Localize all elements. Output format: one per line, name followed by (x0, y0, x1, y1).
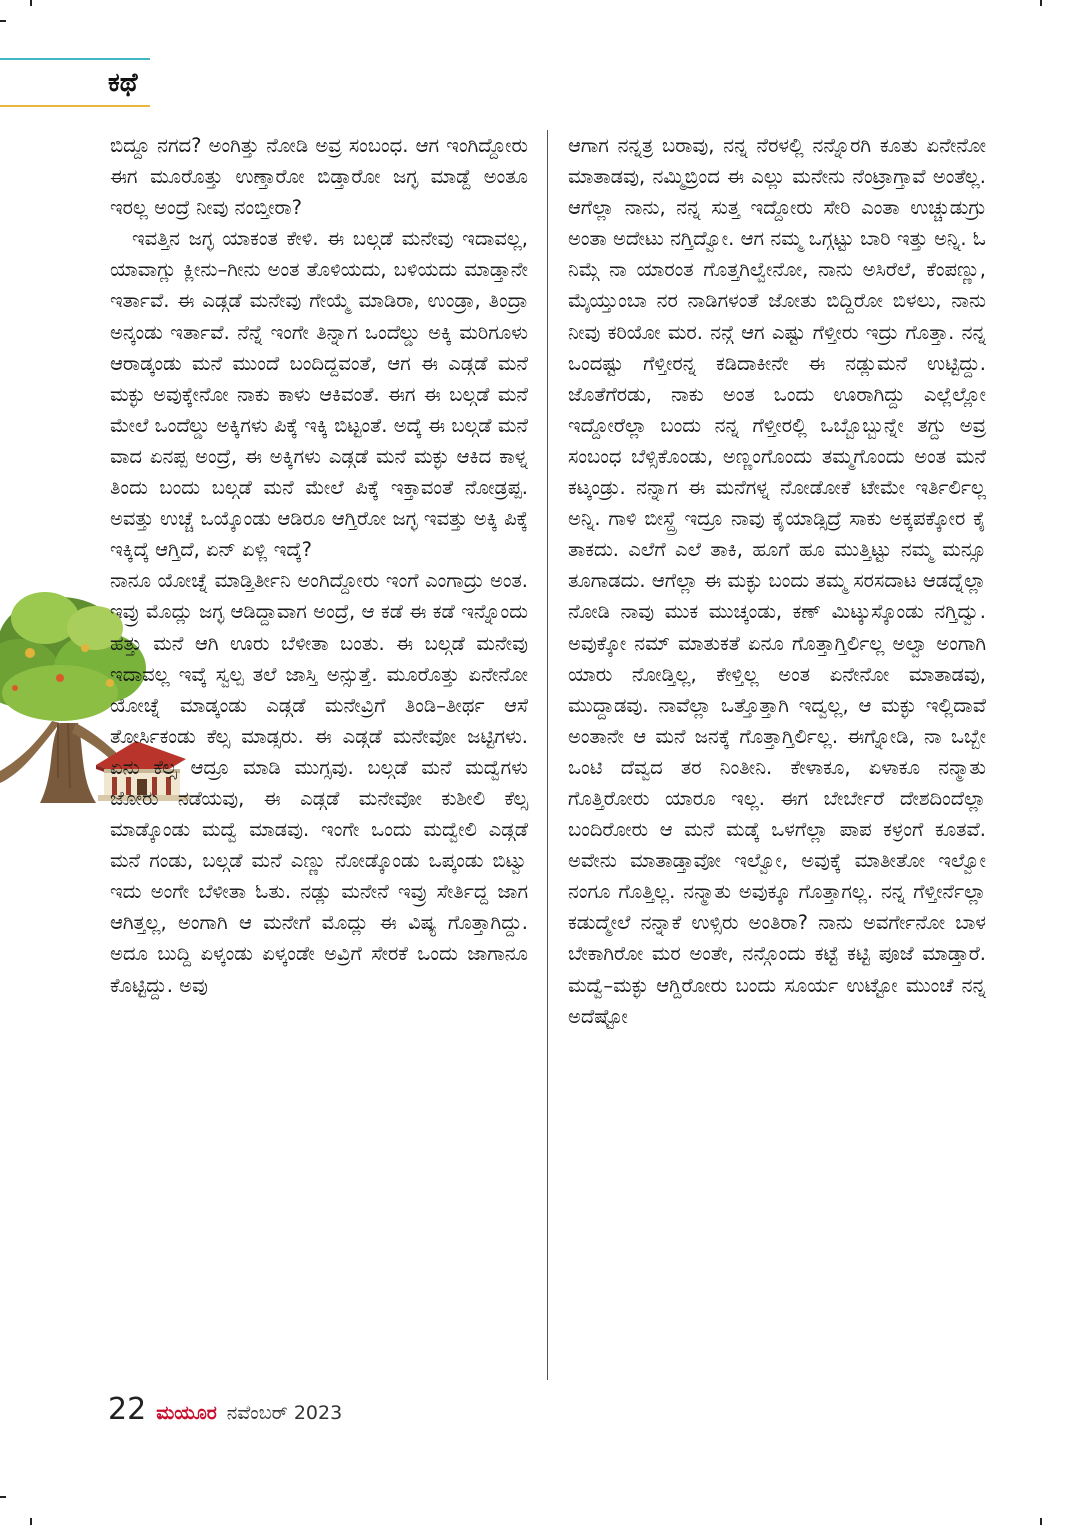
magazine-logo: ಮಯೂರ (156, 1402, 217, 1424)
left-column (110, 130, 528, 1001)
crop-mark (1040, 0, 1042, 6)
right-column (568, 130, 986, 1032)
issue-date: ನವೆಂಬರ್ 2023 (226, 1402, 343, 1424)
column-divider (547, 130, 548, 1380)
paragraph: ಬಿದ್ದೂ ನಗದ? ಅಂಗಿತ್ತು ನೋಡಿ ಅವ್ರ ಸಂಬಂಧ. ಆಗ ಇಂಗಿದ್ದೋರು ಈಗ ಮೂರೊತ್ತು ಉಣ್ತಾರೋ ಬಿಡ್ತಾರೋ ಜಗ್ಳ ಮಾಡ್ದೆ ಅಂತೂ ಇರಲ್ಲ ಅಂದ್ರೆ ನೀವು ನಂಬ್ತೀರಾ? (110, 134, 528, 220)
crop-mark (0, 20, 6, 22)
section-rule-bottom (0, 105, 150, 107)
page-footer (108, 1392, 342, 1432)
section-rule-top (0, 58, 150, 60)
banyan-tree-illustration (0, 573, 80, 813)
crop-mark (30, 1518, 32, 1525)
paragraph: ಆಗಾಗ ನನ್ನತ್ರ ಬರಾವು, ನನ್ನ ನೆರಳಲ್ಲಿ ನನ್ನೊರಗಿ ಕೂತು ಏನೇನೋ ಮಾತಾಡವು, ನಮ್ಮಿಬ್ರಿಂದ ಈ ಎಲ್ಲು ಮನೇನು ನೆಂಟ್ರಾಗ್ತಾವೆ ಅಂತೆಲ್ಲ. ಆಗೆಲ್ಲಾ ನಾನು, ನನ್ನ ಸುತ್ತ ಇದ್ದೋರು ಸೇರಿ ಎಂತಾ ಉಚ್ಚುಡುಗ್ರು ಅಂತಾ ಅದೇಟು ನಗ್ತಿದ್ವೋ. ಆಗ ನಮ್ಮ ಒಗ್ಗಟ್ಟು ಬಾರಿ ಇತ್ತು ಅನ್ನಿ. ಓ ನಿಮ್ಗೆ ನಾ ಯಾರಂತ ಗೊತ್ತಗಿಲ್ವೇನೋ, ನಾನು ಅಸಿರೆಲೆ, ಕೆಂಪಣ್ಣು, ಮೈಯ್ತುಂಬಾ ನರ ನಾಡಿಗಳಂತೆ ಜೋತು ಬಿದ್ದಿರೋ ಬಿಳಲು, ನಾನು ನೀವು ಕರಿಯೋ ಮರ. ನನ್ಗೆ ಆಗ ಎಷ್ಟು ಗೆಳ್ತೀರು ಇದ್ರು ಗೊತ್ತಾ. ನನ್ನ ಒಂದಷ್ಟು ಗೆಳ್ತೀರನ್ನ ಕಡಿದಾಕೀನೇ ಈ ನಡ್ಲುಮನೆ ಉಟ್ಟಿದ್ದು. ಜೊತೆಗೆರಡು, ನಾಕು ಅಂತ ಒಂದು ಊರಾಗಿದ್ದು ಎಲ್ಲೆಲ್ಲೋ ಇದ್ದೋರೆಲ್ಲಾ ಬಂದು ನನ್ನ ಗೆಳ್ತೀರಲ್ಲಿ ಒಬ್ಬೊಬ್ಬುನ್ನೇ ತಗ್ದು ಅವ್ರ ಸಂಬಂಧ ಬೆಳ್ಸಿಕೊಂಡು, ಅಣ್ಣಂಗೊಂದು ತಮ್ಮಗೊಂದು ಅಂತ ಮನೆ ಕಟ್ಕಂಡ್ರು. ನನ್ನಾಗ ಈ ಮನೆಗಳ್ನ ನೋಡೋಕೆ ಟೇಮೇ ಇರ್ತಿರ್ಲಿಲ್ಲ ಅನ್ನಿ. ಗಾಳಿ ಬೀಸ್ದ್ರೆ ಇದ್ರೂ ನಾವು ಕೈಯಾಡ್ಸಿದ್ರೆ ಸಾಕು ಅಕ್ಕಪಕ್ಕೋರ ಕೈ ತಾಕದು. ಎಲೆಗೆ ಎಲೆ ತಾಕಿ, ಹೂಗೆ ಹೂ ಮುತ್ತಿಟ್ಟು ನಮ್ಮ ಮನ್ಸೂ ತೂಗಾಡದು. ಆಗೆಲ್ಲಾ ಈ ಮಕ್ಳು ಬಂದು ತಮ್ಮ ಸರಸದಾಟ ಆಡದ್ನೆಲ್ಲಾ ನೋಡಿ ನಾವು ಮುಕ ಮುಚ್ಕಂಡು, ಕಣ್ ಮಿಟ್ಕುಸ್ಕೊಂಡು ನಗ್ತಿದ್ವು. ಅವುಕ್ಕೋ ನಮ್ ಮಾತುಕತೆ ಏನೂ ಗೊತ್ತಾಗ್ತಿರ್ಲಿಲ್ಲ ಅಲ್ವಾ ಅಂಗಾಗಿ ಯಾರು ನೋಡ್ತಿಲ್ಲ, ಕೇಳ್ತಿಲ್ಲ ಅಂತ ಏನೇನೋ ಮಾತಾಡವು, ಮುದ್ದಾಡವು. ನಾವೆಲ್ಲಾ ಒತ್ತೊತ್ತಾಗಿ ಇದ್ವಲ್ಲ, ಆ ಮಕ್ಳು ಇಲ್ಲಿದಾವೆ ಅಂತಾನೇ ಆ ಮನೆ ಜನಕ್ಕೆ ಗೊತ್ತಾಗ್ತಿರ್ಲಿಲ್ಲ. ಈಗ್ನೋಡಿ, ನಾ ಒಬ್ಬೇ ಒಂಟಿ ದೆವ್ವದ ತರ ನಿಂತೀನಿ. ಕೇಳಾಕೂ, ಏಳಾಕೂ ನನ್ಮಾತು ಗೊತ್ತಿರೋರು ಯಾರೂ ಇಲ್ಲ. ಈಗ ಬೇರ್ಬೇರೆ ದೇಶದಿಂದೆಲ್ಲಾ ಬಂದಿರೋರು ಆ ಮನೆ ಮಡ್ಕೆ ಒಳಗೆಲ್ಲಾ ಪಾಪ ಕಳ್ರಂಗೆ ಕೂತವೆ. ಅವೇನು ಮಾತಾಡ್ತಾವೋ ಇಲ್ವೋ, ಅವುಕ್ಕೆ ಮಾತೀತೋ ಇಲ್ವೋ ನಂಗೂ ಗೊತ್ತಿಲ್ಲ. ನನ್ಮಾತು ಅವುಕ್ಕೂ ಗೊತ್ತಾಗಲ್ಲ. ನನ್ನ ಗೆಳ್ತೀರ್ನೆಲ್ಲಾ ಕಡುದ್ಮೇಲೆ ನನ್ನಾಕೆ ಉಳ್ಸಿರು ಅಂತಿರಾ? ನಾನು ಅವರ್ಗೇನೋ ಬಾಳ ಬೇಕಾಗಿರೋ ಮರ ಅಂತೇ, ನನ್ಗೊಂದು ಕಟ್ಟೆ ಕಟ್ಟಿ ಪೂಜೆ ಮಾಡ್ತಾರೆ. ಮದ್ವೆ–ಮಕ್ಳು ಆಗ್ದಿರೋರು ಬಂದು ಸೂರ್ಯ ಉಟ್ಟೋ ಮುಂಚೆ ನನ್ನ ಅದೆಷ್ಟೋ (568, 134, 986, 1028)
crop-mark (30, 0, 32, 6)
crop-mark (1040, 1518, 1042, 1525)
section-title: ಕಥೆ (108, 68, 138, 98)
page-number: 22 (108, 1392, 147, 1427)
paragraph: ಇವತ್ತಿನ ಜಗ್ಳ ಯಾಕಂತ ಕೇಳಿ. ಈ ಬಲ್ಗಡೆ ಮನೇವು ಇದಾವಲ್ಲ, ಯಾವಾಗ್ಲು ಕ್ಲೀನು–ಗೀನು ಅಂತ ತೊಳಿಯದು, ಬಳಿಯದು ಮಾಡ್ತಾನೇ ಇರ್ತಾವೆ. ಈ ಎಡ್ಗಡೆ ಮನೇವು ಗೇಯ್ಮೆ ಮಾಡಿರಾ, ಉಂಡ್ರಾ, ತಿಂದ್ರಾ ಅನ್ಕಂಡು ಇರ್ತಾವೆ. ನೆನ್ನೆ ಇಂಗೇ ತಿನ್ನಾಗ ಒಂದೆಲ್ಡು ಅಕ್ಕಿ ಮರಿಗೂಳು ಆರಾಡ್ಕಂಡು ಮನೆ ಮುಂದೆ ಬಂದಿದ್ದವಂತೆ, ಆಗ ಈ ಎಡ್ಗಡೆ ಮನೆ ಮಕ್ಳು ಅವುಕ್ಕೇನೋ ನಾಕು ಕಾಳು ಆಕಿವಂತೆ. ಈಗ ಈ ಬಲ್ಗಡೆ ಮನೆ ಮೇಲೆ ಒಂದೆಲ್ಡು ಅಕ್ಕಿಗಳು ಪಿಕ್ಕೆ ಇಕ್ಕಿ ಬಿಟ್ಟಂತೆ. ಅದ್ಕೆ ಈ ಬಲ್ಗಡೆ ಮನೆ ವಾದ ಏನಪ್ಪ ಅಂದ್ರೆ, ಈ ಅಕ್ಕಿಗಳು ಎಡ್ಗಡೆ ಮನೆ ಮಕ್ಳು ಆಕಿದ ಕಾಳ್ನ ತಿಂದು ಬಂದು ಬಲ್ಗಡೆ ಮನೆ ಮೇಲೆ ಪಿಕ್ಕೆ ಇಕ್ತಾವಂತೆ ನೋಡ್ರಪ್ಪ. ಅವತ್ತು ಉಚ್ಚೆ ಒಯ್ಕೊಂಡು ಆಡಿರೂ ಆಗ್ತಿರೋ ಜಗ್ಳ ಇವತ್ತು ಅಕ್ಕಿ ಪಿಕ್ಕೆ ಇಕ್ಕಿದ್ಕೆ ಆಗ್ತಿದೆ, ಏನ್ ಏಳ್ಲಿ ಇದ್ಕೆ? (110, 227, 528, 562)
crop-mark (0, 1496, 6, 1498)
paragraph: ನಾನೂ ಯೋಚ್ನೆ ಮಾಡ್ತಿರ್ತೀನಿ ಅಂಗಿದ್ದೋರು ಇಂಗೆ ಎಂಗಾದ್ರು ಅಂತ. ಇವ್ರು ಮೊದ್ಲು ಜಗ್ಳ ಆಡಿದ್ದಾವಾಗ ಅಂದ್ರೆ, ಆ ಕಡೆ ಈ ಕಡೆ ಇನ್ನೊಂದು ಹತ್ತು ಮನೆ ಆಗಿ ಊರು ಬೆಳೀತಾ ಬಂತು. ಈ ಬಲ್ಗಡೆ ಮನೇವು ಇದಾವಲ್ಲ ಇವ್ಕೆ ಸ್ವಲ್ಪ ತಲೆ ಜಾಸ್ತಿ ಅನ್ಸುತ್ತೆ. ಮೂರೊತ್ತು ಏನೇನೋ ಯೋಚ್ನೆ ಮಾಡ್ಕಂಡು ಎಡ್ಗಡೆ ಮನೇವ್ರಿಗೆ ತಿಂಡಿ–ತೀರ್ಥ ಆಸೆ ತೋರ್ಸಿಕಂಡು ಕೆಲ್ಸ ಮಾಡ್ಸರು. ಈ ಎಡ್ಗಡೆ ಮನೇವೋ ಜಟ್ಟಿಗಳು. ಏನು ಕೆಲ್ಸ ಆದ್ರೂ ಮಾಡಿ ಮುಗ್ಸವು. ಬಲ್ಗಡೆ ಮನೆ ಮದ್ವೆಗಳು ಜೋರು ನಡೆಯವು, ಈ ಎಡ್ಗಡೆ ಮನೇವೋ ಕುಶೀಲಿ ಕೆಲ್ಸ ಮಾಡ್ಕೊಂಡು ಮದ್ವೆ ಮಾಡವು. ಇಂಗೇ ಒಂದು ಮದ್ವೇಲಿ ಎಡ್ಗಡೆ ಮನೆ ಗಂಡು, ಬಲ್ಗಡೆ ಮನೆ ಎಣ್ಣು ನೋಡ್ಕೊಂಡು ಒಪ್ಕಂಡು ಬಿಟ್ವು ಇದು ಅಂಗೇ ಬೆಳೀತಾ ಓತು. ನಡ್ಲು ಮನೇನೆ ಇವ್ರು ಸೇರ್ತಿದ್ದ ಜಾಗ ಆಗಿತ್ತಲ್ಲ, ಅಂಗಾಗಿ ಆ ಮನೇಗೆ ಮೊದ್ಲು ಈ ವಿಷ್ಯ ಗೊತ್ತಾಗಿದ್ದು. ಅದೂ ಬುದ್ದಿ ಏಳ್ಕಂಡು ಏಳ್ಕಂಡೇ ಅವ್ರಿಗೆ ಸೇರಕೆ ಒಂದು ಜಾಗಾನೂ ಕೊಟ್ಟಿದ್ದು. ಅವು (110, 569, 528, 997)
